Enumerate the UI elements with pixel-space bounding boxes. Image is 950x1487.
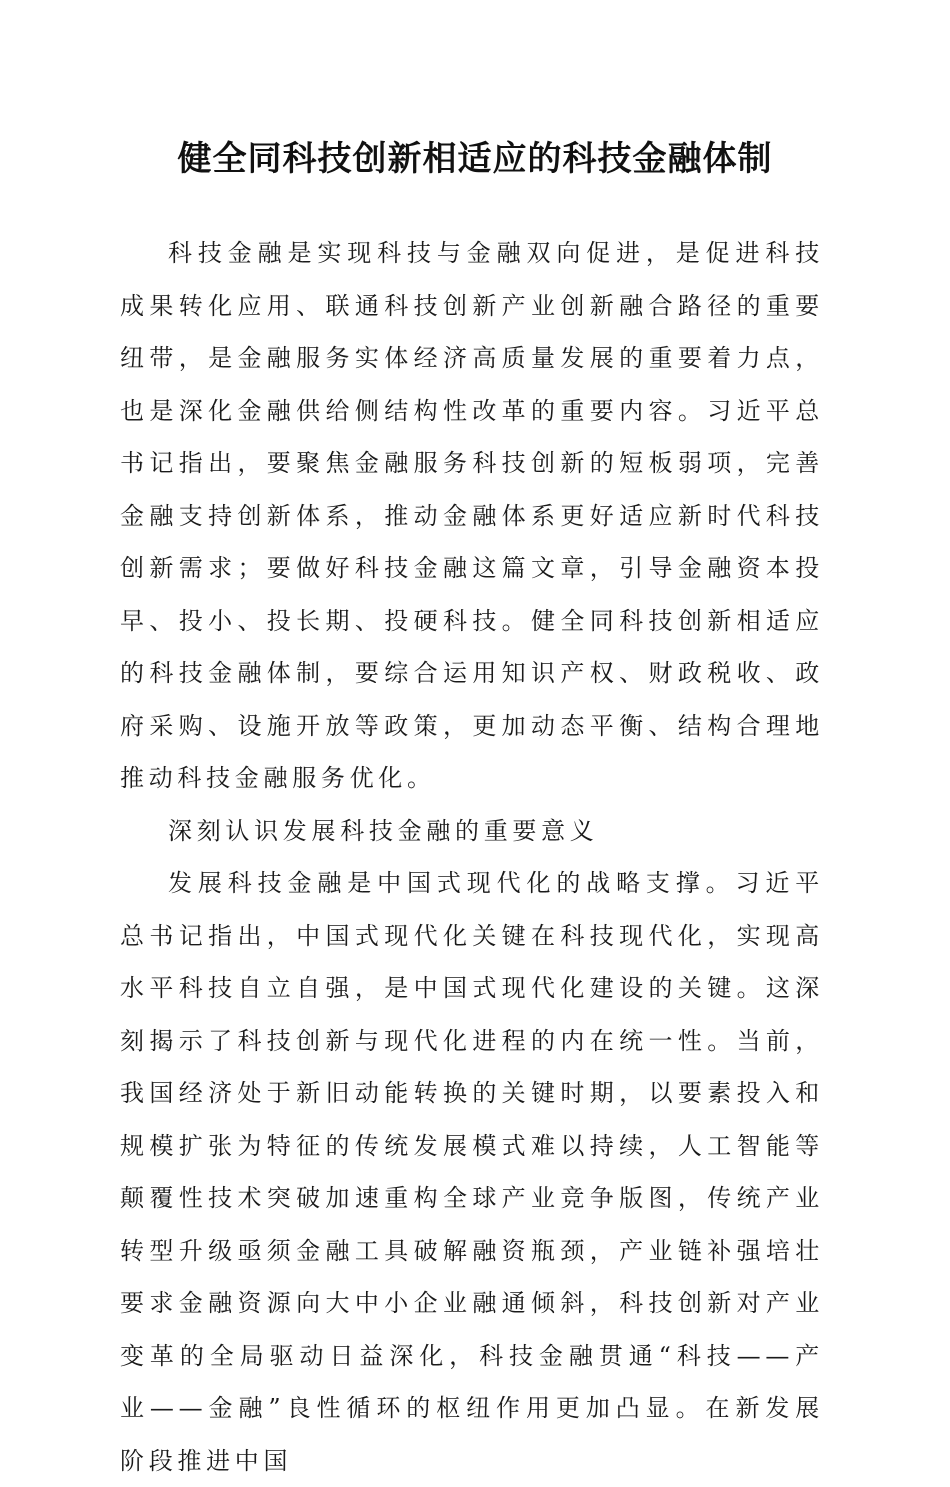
body-paragraph-intro: 科技金融是实现科技与金融双向促进，是促进科技成果转化应用、联通科技创新产业创新融合路径的重要纽带，是金融服务实体经济高质量发展的重要着力点，也是深化金融供给侧结构性改革的重要内容。习近平总书记指出，要聚焦金融服务科技创新的短板弱项，完善金融支持创新体系，推动金融体系更好适应新时代科技创新需求；要做好科技金融这篇文章，引导金融资本投早、投小、投长期、投硬科技。健全同科技创新相适应的科技金融体制，要综合运用知识产权、财政税收、政府采购、设施开放等政策，更加动态平衡、结构合理地推动科技金融服务优化。 bbox=[120, 239, 824, 792]
document-body bbox=[120, 227, 824, 1487]
document-title: 健全同科技创新相适应的科技金融体制 bbox=[177, 139, 773, 179]
section-heading-significance: 深刻认识发展科技金融的重要意义 bbox=[168, 816, 599, 845]
body-paragraph-strategic-support: 发展科技金融是中国式现代化的战略支撑。习近平总书记指出，中国式现代化关键在科技现代化，实现高水平科技自立自强，是中国式现代化建设的关键。这深刻揭示了科技创新与现代化进程的内在统一性。当前，我国经济处于新旧动能转换的关键时期，以要素投入和规模扩张为特征的传统发展模式难以持续，人工智能等颠覆性技术突破加速重构全球产业竞争版图，传统产业转型升级亟须金融工具破解融资瓶颈，产业链补强培壮要求金融资源向大中小企业融通倾斜，科技创新对产业变革的全局驱动日益深化，科技金融贯通“科技——产业——金融”良性循环的枢纽作用更加凸显。在新发展阶段推进中国 bbox=[120, 869, 824, 1475]
